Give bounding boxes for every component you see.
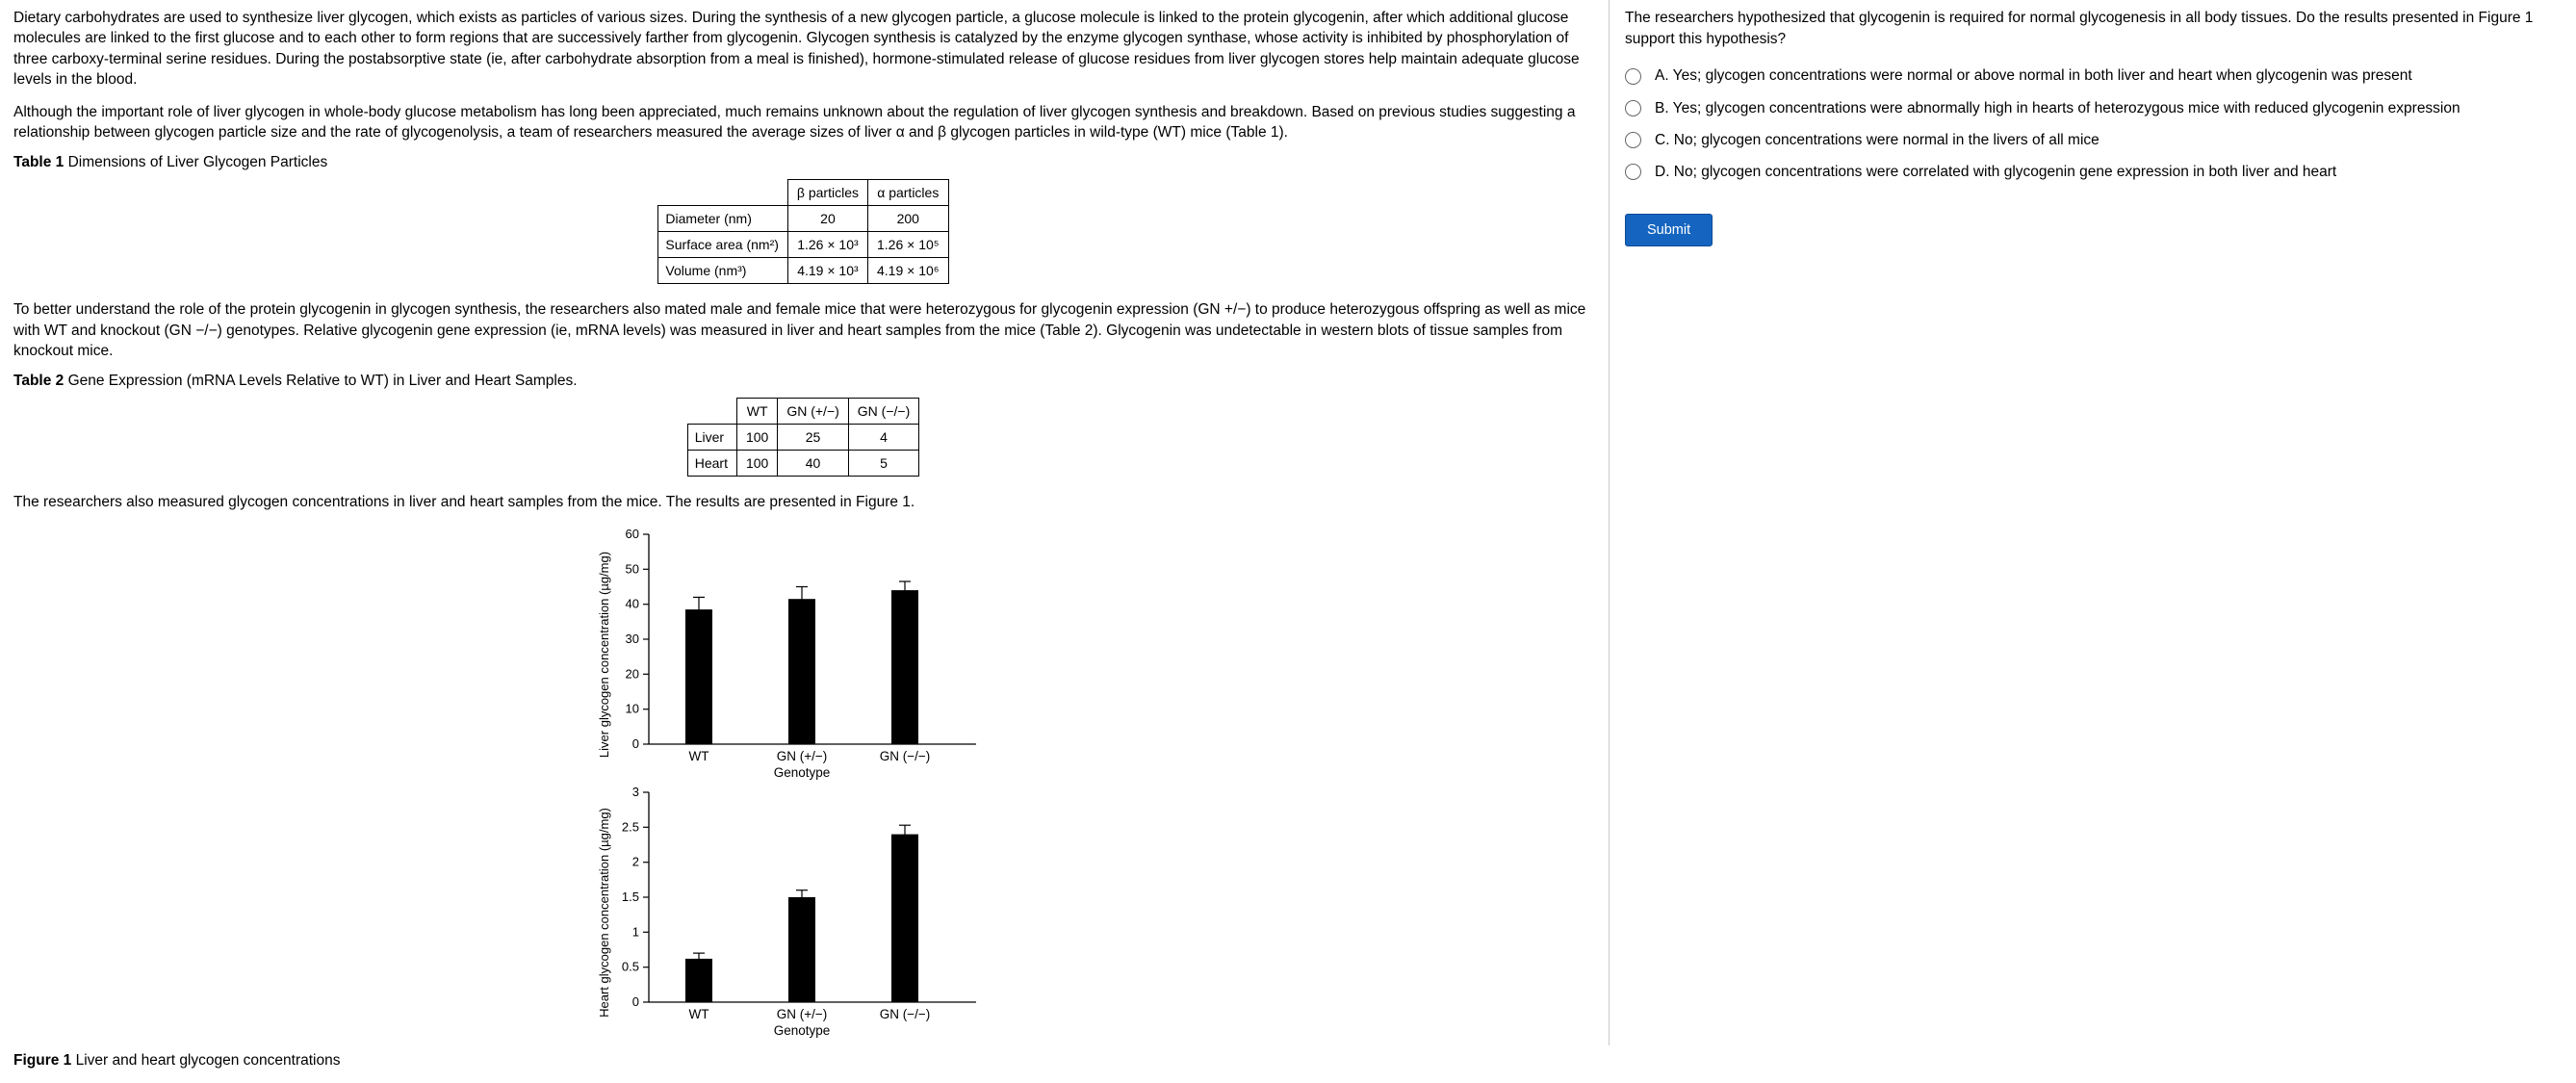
question-stem: The researchers hypothesized that glycogenin is required for normal glycogenesis in all body tissues. Do the results presented in Figure 1 support this hypothesis? [1625,10,2534,47]
bar-het [788,599,815,744]
figure-label: Figure 1 [13,1051,72,1069]
chart-heart-svg [591,783,995,1047]
passage-paragraph-4: The researchers also measured glycogen concentrations in liver and heart samples from the mice. The results are presented in Figure 1. [13,494,915,511]
chart-heart-ytick-2: 1 [631,924,639,940]
chart-heart [591,783,995,1052]
table-row [687,451,919,477]
chart-liver-ytick-0: 0 [631,735,639,751]
bar-ko [891,834,918,1001]
table2-header-ko: GN (−/−) [848,399,918,425]
chart-liver-cat-1: GN (+/−) [776,748,828,763]
chart-heart-ytick-3: 1.5 [621,889,639,904]
table2-row1-ko: 5 [848,451,918,477]
table1-title: Dimensions of Liver Glycogen Particles [67,154,328,171]
chart-heart-cat-0: WT [688,1006,709,1021]
chart-liver-xlabel: Genotype [773,764,831,780]
table1-row1-alpha: 1.26 × 10⁵ [867,232,948,258]
table1 [657,179,948,284]
table2-row0-wt: 100 [736,425,777,451]
table-row [687,425,919,451]
passage-paragraph-1: Dietary carbohydrates are used to synthesize liver glycogen, which exists as particles of various sizes. During the synthesis of a new glycogen particle, a glucose molecule is linked to the protein glycogenin, after which additional glucose molecules are linked to the first glucose and to each other to form regions that are successively farther from glycogenin. Glycogen synthesis is catalyzed by the enzyme glycogen synthase, whose activity is inhibited by phosphorylation of three carboxy-terminal serine residues. During the postabsorptive state (ie, after carbohydrate absorption from a meal is finished), hormone-stimulated release of glucose residues from liver glycogen stores help maintain adequate glucose levels in the blood. [13,10,1580,89]
table1-row2-alpha: 4.19 × 10⁶ [867,258,948,284]
chart-heart-ytick-4: 2 [631,854,639,869]
table1-row0-beta: 20 [787,206,867,232]
table2-header-wt: WT [736,399,777,425]
table2-title: Gene Expression (mRNA Levels Relative to WT) in Liver and Heart Samples. [67,373,578,390]
table1-row2-beta: 4.19 × 10³ [787,258,867,284]
choice-c-label: C. No; glycogen concentrations were normal in the livers of all mice [1655,131,2099,148]
chart-heart-ytick-6: 3 [631,784,639,799]
chart-heart-ytick-5: 2.5 [621,819,639,835]
chart-liver-ylabel: Liver glycogen concentration (µg/mg) [597,551,611,758]
table-row [658,232,948,258]
table2-caption [13,373,1593,390]
choice-d[interactable] [1625,163,2558,182]
choice-c[interactable] [1625,131,2558,150]
chart-heart-cat-1: GN (+/−) [776,1006,828,1021]
chart-heart-yticks [622,785,649,1009]
chart-liver-ytick-1: 10 [625,701,639,716]
radio-icon-b[interactable] [1625,100,1641,116]
bar-wt [685,959,712,1002]
table2-row1-head: Heart [687,451,736,477]
table1-row1-beta: 1.26 × 10³ [787,232,867,258]
table1-row0-alpha: 200 [867,206,948,232]
chart-heart-ytick-0: 0 [631,993,639,1009]
table2-header-het: GN (+/−) [778,399,848,425]
table1-row0-head: Diameter (nm) [658,206,787,232]
table2-row0-het: 25 [778,425,848,451]
table2-row1-het: 40 [778,451,848,477]
chart-liver-ytick-6: 60 [625,526,639,541]
table2-row0-ko: 4 [848,425,918,451]
chart-liver-bars [685,590,918,744]
chart-liver [591,525,995,789]
submit-button[interactable]: Submit [1625,214,1713,246]
figure-1 [13,525,1593,1083]
chart-liver-cat-0: WT [688,748,709,763]
passage-paragraph-3: To better understand the role of the protein glycogenin in glycogen synthesis, the researchers also mated male and female mice that were heterozygous for glycogenin expression (GN +/−) to produce heterozygous offspring as well as mice with WT and knockout (GN −/−) genotypes. Relative glycogenin gene expression (ie, mRNA levels) was measured in liver and heart samples from the mice (Table 2). Glycogenin was undetectable in western blots of tissue samples from knockout mice. [13,301,1586,359]
radio-icon-d[interactable] [1625,164,1641,180]
table2-row0-head: Liver [687,425,736,451]
table1-caption [13,154,1593,171]
table1-wrap [13,179,1593,284]
chart-liver-cat-2: GN (−/−) [879,748,931,763]
chart-heart-ytick-1: 0.5 [621,959,639,974]
table-row [658,206,948,232]
bar-wt [685,609,712,744]
chart-heart-xlabel: Genotype [773,1022,831,1038]
chart-liver-ytick-2: 20 [625,666,639,682]
table-row [658,258,948,284]
table2-corner-cell [687,399,736,425]
question-pane [1610,0,2575,1045]
figure-title: Liver and heart glycogen concentrations [75,1051,341,1069]
choice-b-label: B. Yes; glycogen concentrations were abnormally high in hearts of heterozygous mice with reduced glycogenin expression [1655,99,2460,116]
chart-liver-svg [591,525,995,785]
chart-heart-ylabel: Heart glycogen concentration (µg/mg) [597,807,611,1018]
table1-row1-head: Surface area (nm²) [658,232,787,258]
table-row [658,180,948,206]
table2 [687,398,920,477]
table1-header-beta: β particles [787,180,867,206]
chart-liver-ytick-4: 40 [625,596,639,611]
bar-het [788,897,815,1002]
table1-corner-cell [658,180,787,206]
figure-caption [13,1052,340,1070]
passage-paragraph-2: Although the important role of liver glycogen in whole-body glucose metabolism has long been appreciated, much remains unknown about the regulation of liver glycogen synthesis and breakdown. Based on previous studies suggesting a relationship between glycogen particle size and the rate of glycogenolysis, a team of researchers measured the average sizes of liver α and β glycogen particles in wild-type (WT) mice (Table 1). [13,103,1576,141]
table1-header-alpha: α particles [867,180,948,206]
choice-a[interactable] [1625,66,2558,86]
radio-icon-a[interactable] [1625,68,1641,85]
table-row [687,399,919,425]
choice-d-label: D. No; glycogen concentrations were correlated with glycogenin gene expression in both liver and heart [1655,163,2337,180]
chart-heart-bars [685,834,918,1001]
choice-a-label: A. Yes; glycogen concentrations were normal or above normal in both liver and heart when glycogenin was present [1655,67,2412,85]
table2-wrap [13,398,1593,477]
chart-liver-ytick-5: 50 [625,561,639,577]
answer-choices [1625,66,2558,182]
bar-ko [891,590,918,744]
table2-label: Table 2 [13,373,64,390]
choice-b[interactable] [1625,99,2558,118]
chart-heart-cat-2: GN (−/−) [879,1006,931,1021]
chart-liver-ytick-3: 30 [625,631,639,646]
table2-row1-wt: 100 [736,451,777,477]
radio-icon-c[interactable] [1625,132,1641,148]
table1-label: Table 1 [13,154,64,171]
chart-liver-yticks [626,527,649,751]
table1-row2-head: Volume (nm³) [658,258,787,284]
